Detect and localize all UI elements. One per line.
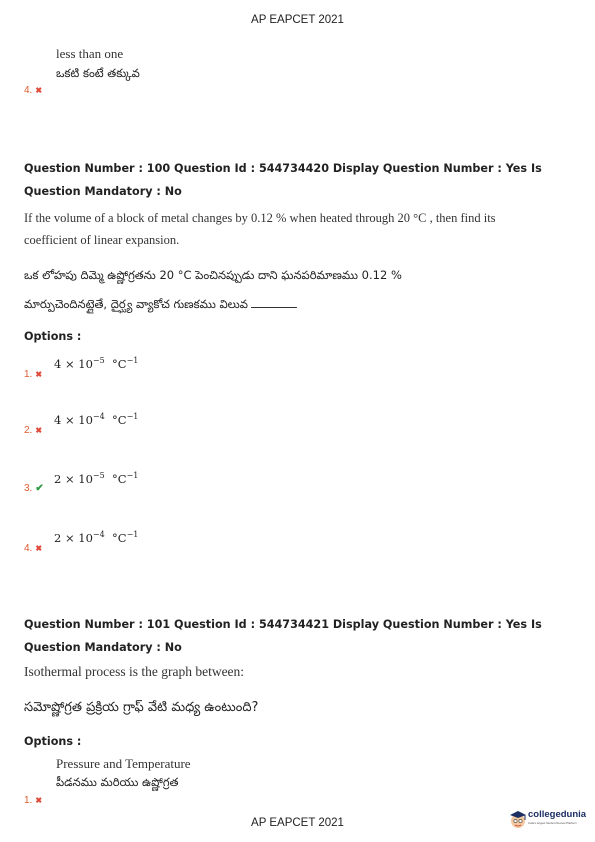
- option-4: [24, 528, 224, 554]
- option-2: [24, 410, 224, 436]
- option-marker: [24, 538, 42, 556]
- page-header: AP EAPCET 2021: [251, 14, 344, 26]
- option-number: 4.: [24, 85, 33, 96]
- wrong-icon: ✖: [35, 796, 43, 805]
- option-number: 4.: [24, 543, 33, 554]
- q101-option-1-text-te: పీడనము మరియు ఉష్ణోగ్రత: [56, 775, 179, 789]
- unit-exponent: −1: [126, 356, 139, 365]
- question-100-stem-te-line1: ఒక లోహపు దిమ్మె ఉష్ణోగ్రతను 20 °C పెంచినప్పుడు దాని ఘనపరిమాణము 0.12 %: [24, 268, 402, 282]
- prev-option-4-marker: [24, 80, 42, 98]
- option-3: [24, 469, 224, 495]
- exponent: −4: [92, 412, 105, 421]
- mantissa: 2 × 10: [54, 472, 93, 486]
- question-100-stem-en-line1: If the volume of a block of metal changes by 0.12 % when heated through 20 °C , then find its: [24, 211, 496, 225]
- exponent: −5: [92, 356, 105, 365]
- stem-te-line2-text: మార్పుచెందినట్లైతే, దైర్ఘ్య వ్యాకోచ గుణకము విలువ: [24, 297, 248, 311]
- unit: °C: [112, 357, 127, 371]
- question-101-stem-en: Isothermal process is the graph between:: [24, 664, 245, 679]
- unit-exponent: −1: [126, 471, 139, 480]
- answer-blank: [251, 307, 297, 308]
- unit-exponent: −1: [126, 412, 139, 421]
- exponent: −5: [92, 471, 105, 480]
- option-formula: [54, 356, 138, 371]
- unit: °C: [112, 531, 127, 545]
- option-number: 2.: [24, 425, 33, 436]
- question-101-stem-te: సమోష్ణోగ్రత ప్రక్రియ గ్రాఫ్ వేటి మధ్య ఉంటుంది?: [24, 700, 259, 715]
- wrong-icon: ✖: [35, 544, 43, 553]
- wrong-icon: ✖: [35, 370, 43, 379]
- option-number: 1.: [24, 795, 33, 806]
- question-100-options-label: Options :: [24, 330, 82, 343]
- exponent: −4: [92, 530, 105, 539]
- question-100-stem-te-line2: [24, 297, 297, 314]
- q101-option-1-text-en: Pressure and Temperature: [56, 756, 191, 771]
- collegedunia-logo: [507, 806, 591, 832]
- logo-tagline: India's largest Student Review Platform: [528, 821, 577, 825]
- unit-exponent: −1: [126, 530, 139, 539]
- graduate-mascot-icon: [507, 808, 529, 830]
- option-marker: [24, 364, 42, 382]
- q101-option-1-marker: [24, 790, 42, 808]
- wrong-icon: ✖: [35, 426, 43, 435]
- option-number: 3.: [24, 483, 33, 494]
- logo-wordmark: collegedunia: [528, 809, 587, 820]
- correct-icon: ✔: [35, 483, 44, 494]
- question-101-header: Question Number : 101 Question Id : 544734421 Display Question Number : Yes Is Question Mandatory : No: [24, 618, 542, 654]
- mantissa: 4 × 10: [54, 357, 93, 371]
- option-marker: [24, 478, 44, 496]
- prev-option-4-text-en: less than one: [56, 46, 124, 61]
- option-number: 1.: [24, 369, 33, 380]
- mantissa: 2 × 10: [54, 531, 93, 545]
- question-100-stem-en-line2: coefficient of linear expansion.: [24, 233, 180, 247]
- option-formula: [54, 412, 138, 427]
- unit: °C: [112, 472, 127, 486]
- unit: °C: [112, 413, 127, 427]
- page-footer: AP EAPCET 2021: [251, 817, 344, 829]
- option-1: [24, 354, 224, 380]
- question-100-header: Question Number : 100 Question Id : 544734420 Display Question Number : Yes Is Question Mandatory : No: [24, 162, 542, 198]
- option-formula: [54, 530, 138, 545]
- option-marker: [24, 420, 42, 438]
- mantissa: 4 × 10: [54, 413, 93, 427]
- prev-option-4-text-te: ఒకటి కంటే తక్కువ: [56, 66, 140, 80]
- wrong-icon: ✖: [35, 86, 43, 95]
- option-formula: [54, 471, 138, 486]
- question-101-options-label: Options :: [24, 735, 82, 748]
